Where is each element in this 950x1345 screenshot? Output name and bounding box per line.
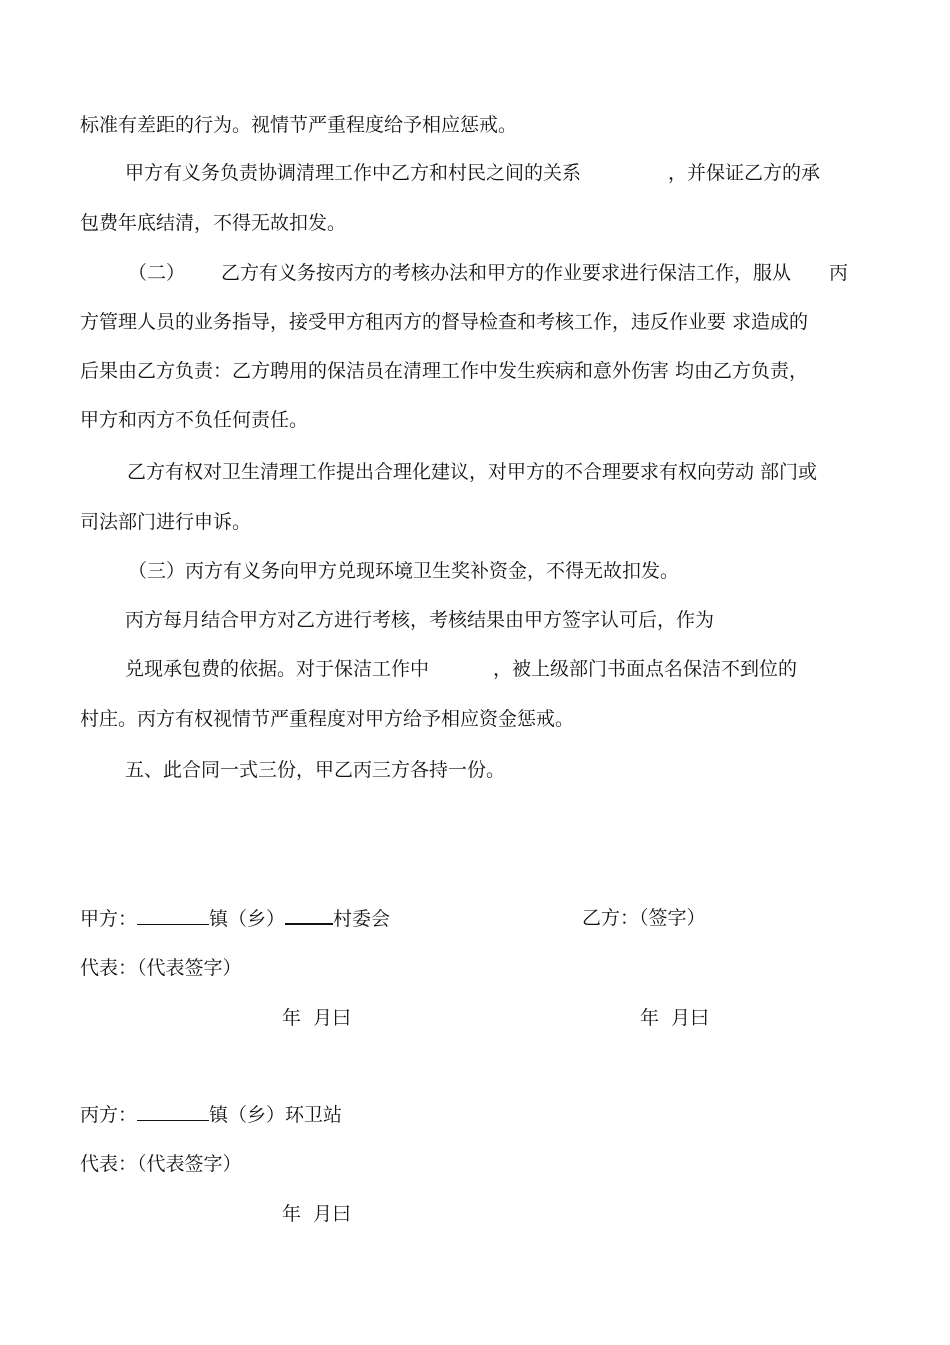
paragraph-line: 村庄。丙方有权视情节严重程度对甲方给予相应资金惩戒。 xyxy=(80,708,575,730)
paragraph-line: 包费年底结清，不得无故扣发。 xyxy=(80,212,347,234)
party-a-representative: 代表：（代表签字） xyxy=(80,957,242,979)
party-c-signature: 丙方： 镇（乡）环卫站 xyxy=(80,1104,343,1126)
paragraph-line: ，并保证乙方的承 xyxy=(668,162,821,184)
section-number: （二） xyxy=(128,262,186,284)
party-b-date: 年 月曰 xyxy=(640,1007,710,1029)
paragraph-line: 方管理人员的业务指导，接受甲方租丙方的督导检查和考核工作，违反作业要 求造成的 xyxy=(80,311,809,333)
paragraph-line: 甲方有义务负责协调清理工作中乙方和村民之间的关系 xyxy=(125,162,582,184)
paragraph-line: 乙方有义务按丙方的考核办法和甲方的作业要求进行保洁工作，服从 xyxy=(221,262,792,284)
paragraph-line: ，被上级部门书面点名保洁不到位的 xyxy=(493,658,798,680)
party-c-date: 年 月曰 xyxy=(282,1203,352,1225)
paragraph-line: 丙方每月结合甲方对乙方进行考核，考核结果由甲方签字认可后，作为 xyxy=(125,609,715,631)
blank-underline xyxy=(137,906,209,925)
party-b-signature: 乙方：（签字） xyxy=(582,907,706,929)
blank-underline xyxy=(285,905,333,925)
paragraph-line: 乙方有权对卫生清理工作提出合理化建议，对甲方的不合理要求有权向劳动 部门或 xyxy=(127,461,818,483)
paragraph-line: 丙 xyxy=(829,262,849,284)
party-a-date: 年 月曰 xyxy=(282,1007,352,1029)
paragraph-line: 司法部门进行申诉。 xyxy=(80,511,252,533)
paragraph-line: 后果由乙方负责：乙方聘用的保洁员在清理工作中发生疾病和意外伤害 均由乙方负责， xyxy=(80,360,809,382)
blank-underline xyxy=(137,1102,209,1121)
paragraph-line: （三）丙方有义务向甲方兑现环境卫生奖补资金，不得无故扣发。 xyxy=(128,560,680,582)
paragraph-line: 甲方和丙方不负任何责任。 xyxy=(80,409,309,431)
paragraph-line: 五、此合同一式三份，甲乙丙三方各持一份。 xyxy=(125,759,506,781)
paragraph-line: 标准有差距的行为。视情节严重程度给予相应惩戒。 xyxy=(80,114,518,136)
party-c-representative: 代表：（代表签字） xyxy=(80,1153,242,1175)
party-a-signature: 甲方： 镇（乡） 村委会 xyxy=(80,905,390,932)
paragraph-line: 兑现承包费的依据。对于保洁工作中 xyxy=(125,658,430,680)
